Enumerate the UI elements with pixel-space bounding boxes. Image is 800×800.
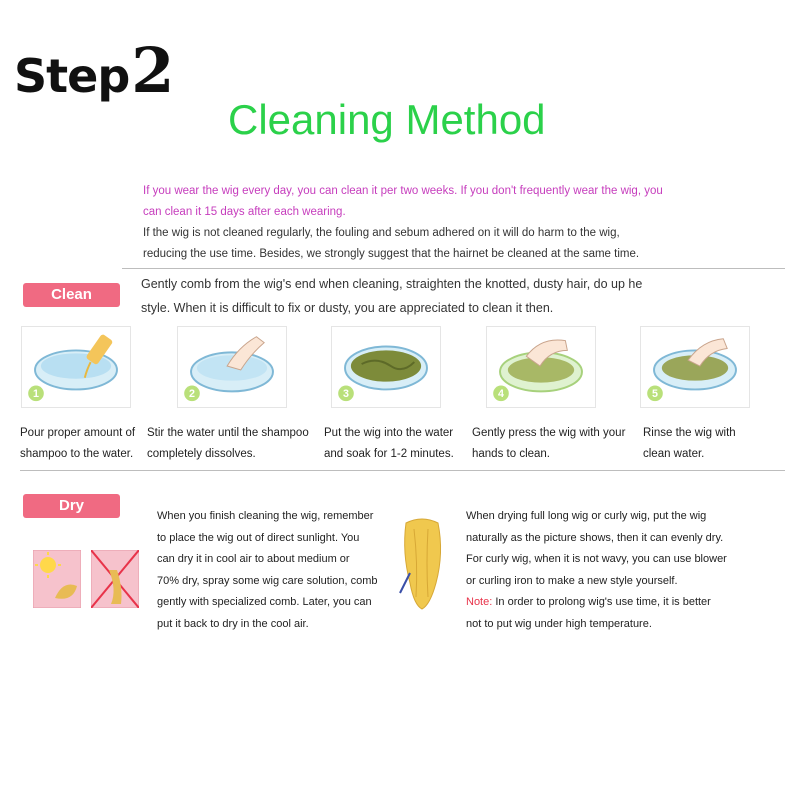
dry-tag: Dry — [23, 494, 120, 518]
dry-left-line-4: 70% dry, spray some wig care solution, comb — [157, 574, 378, 587]
divider-top — [122, 268, 785, 269]
step-2-image — [177, 326, 287, 408]
dry-right-line-2: naturally as the picture shows, then it can evenly dry. — [466, 531, 724, 544]
note-line-1: In order to prolong wig's use time, it is better — [492, 596, 711, 608]
step-badge-text-2: 2 — [189, 388, 195, 401]
step-4-caption-line-1: Gently press the wig with your — [472, 427, 626, 439]
step-number: 2 — [131, 34, 175, 107]
step-badge-text-3: 3 — [343, 388, 349, 401]
step-2-caption-line-2: completely dissolves. — [147, 448, 256, 460]
step-5-caption — [643, 423, 736, 465]
dry-note — [466, 592, 766, 614]
dry-left-line-5: gently with specialized comb. Later, you can — [157, 596, 372, 608]
dry-left-text — [157, 506, 407, 635]
sun-drying-image — [33, 550, 81, 608]
page-title: Cleaning Method — [228, 96, 546, 143]
step-1-caption-line-1: Pour proper amount of — [20, 427, 136, 439]
dry-left-line-2: to place the wig out of direct sunlight. You — [157, 531, 360, 544]
step-1-caption-line-2: shampoo to the water. — [20, 448, 134, 460]
clean-description — [141, 272, 781, 320]
dry-right-line-4: or curling iron to make a new style yourself. — [466, 574, 678, 587]
intro-text — [143, 181, 763, 265]
note-label: Note: — [466, 596, 493, 608]
divider-bottom — [20, 470, 785, 471]
clean-tag: Clean — [23, 283, 120, 307]
step-3-caption-line-1: Put the wig into the water — [324, 427, 454, 439]
step-3-caption — [324, 423, 454, 465]
step-1-caption — [20, 423, 135, 465]
dry-right-text — [466, 506, 766, 635]
step-2-caption-line-1: Stir the water until the shampoo — [147, 427, 309, 439]
clean-line-2: style. When it is difficult to fix or dusty, you are appreciated to clean it then. — [141, 301, 554, 315]
step-3-image — [331, 326, 441, 408]
step-word: Step — [14, 49, 130, 103]
step-badge-text-4: 4 — [498, 388, 504, 401]
step-5-image — [640, 326, 750, 408]
dry-left-line-6: put it back to dry in the cool air. — [157, 617, 309, 630]
step-1-image — [21, 326, 131, 408]
dry-left-line-1: When you finish cleaning the wig, remember — [157, 510, 374, 522]
step-4-caption — [472, 423, 625, 465]
intro-line-1: If you wear the wig every day, you can clean it per two weeks. If you don't frequently wear the wig, you — [143, 185, 663, 197]
no-sun-drying-image — [91, 550, 139, 608]
intro-line-2: can clean it 15 days after each wearing. — [143, 206, 346, 218]
dry-left-line-3: can dry it in cool air to about medium or — [157, 553, 350, 565]
step-2-caption — [147, 423, 309, 465]
dry-right-line-3: For curly wig, when it is not wavy, you can use blower — [466, 553, 727, 565]
note-line-2: not to put wig under high temperature. — [466, 617, 652, 630]
hanging-wig-image — [396, 513, 448, 613]
step-5-caption-line-1: Rinse the wig with — [643, 427, 736, 439]
intro-line-3: If the wig is not cleaned regularly, the fouling and sebum adhered on it will do harm to the wig, — [143, 227, 620, 239]
clean-line-1: Gently comb from the wig's end when cleaning, straighten the knotted, dusty hair, do up he — [141, 277, 643, 291]
step-3-caption-line-2: and soak for 1-2 minutes. — [324, 448, 454, 460]
step-5-caption-line-2: clean water. — [643, 448, 705, 460]
dry-right-line-1: When drying full long wig or curly wig, put the wig — [466, 510, 707, 522]
step-badge-text-5: 5 — [652, 388, 658, 401]
step-badge-text-1: 1 — [33, 388, 39, 401]
step-4-image — [486, 326, 596, 408]
step-4-caption-line-2: hands to clean. — [472, 448, 551, 460]
intro-line-4: reducing the use time. Besides, we strongly suggest that the hairnet be cleaned at the same time. — [143, 248, 640, 260]
step-heading — [14, 34, 174, 107]
